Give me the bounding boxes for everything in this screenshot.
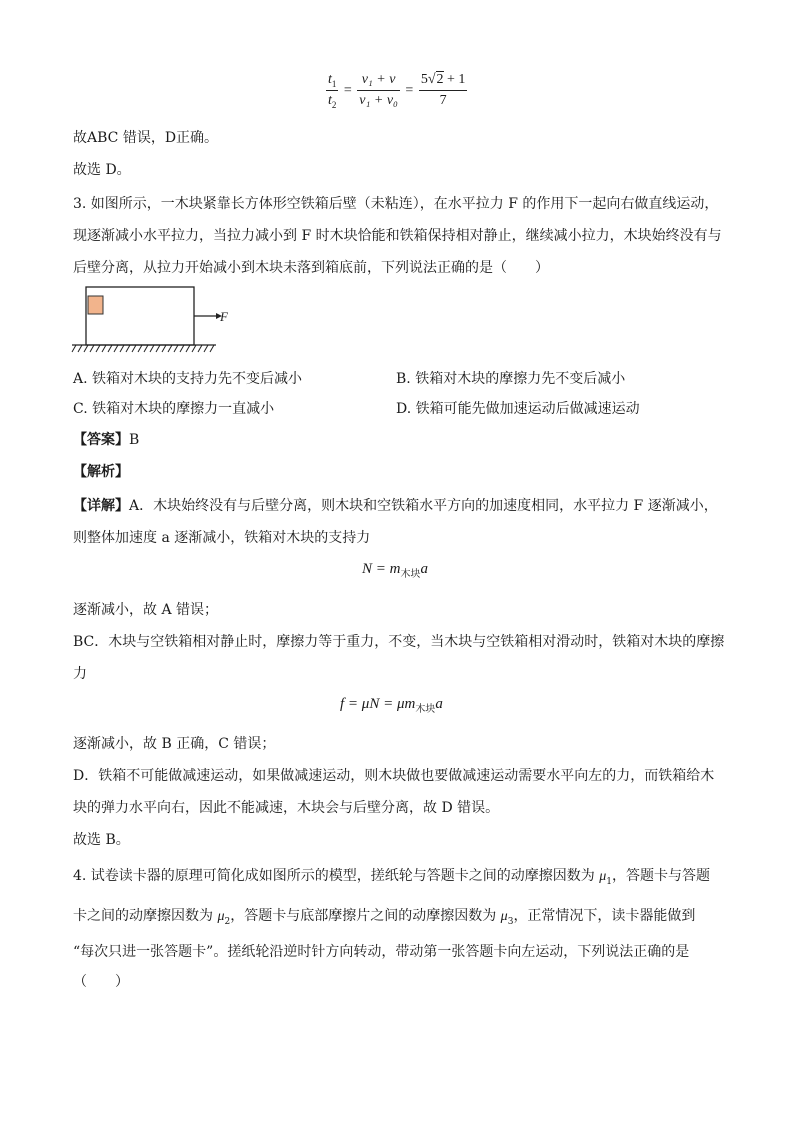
fraction-velocities: $\frac{\text{v₁ + v}}{\text{v₁ + v₀}}$ (359, 72, 398, 108)
detail-line-7: D．铁箱不可能做减速运动，如果做减速运动，则木块做也要做减速运动需要水平向左的力，而铁箱给木 (73, 768, 715, 784)
q4-line1: 4. 试卷读卡器的原理可简化成如图所示的模型，搓纸轮与答题卡之间的动摩擦因数为 $\mu_1$，答题卡与答题 (73, 868, 711, 887)
force-label: F (220, 309, 228, 324)
fraction-t1-t2: $\frac{t_1}{t_2}$ (328, 72, 337, 110)
q3-line3: 后壁分离，从拉力开始减小到木块未落到箱底前，下列说法正确的是（ ） (73, 260, 549, 276)
detail-text-1: A．木块始终没有与后壁分离，则木块和空铁箱水平方向的加速度相同，水平拉力 F 逐渐减小， (129, 498, 718, 514)
wood-block (88, 296, 103, 314)
answer-line (73, 430, 139, 450)
equation-friction: $f = \mu N = \mu m_{木块}a$ (340, 696, 443, 715)
q4-line3: “每次只进一张答题卡”。搓纸轮沿逆时针方向转动，带动第一张答题卡向左运动，下列说法正确的是 (73, 944, 690, 960)
detail-line-5: 力 (73, 666, 87, 682)
fraction-result: $\frac{5√2 + 1}{7}$ (420, 72, 466, 108)
equals-sign: = (343, 82, 352, 98)
option-d: D. 铁箱可能先做加速运动后做减速运动 (396, 401, 640, 417)
equals-sign-2: = (405, 82, 414, 98)
ground-hatching (72, 345, 214, 352)
answer-label: 【答案】 (73, 432, 129, 448)
option-a: A. 铁箱对木块的支持力先不变后减小 (73, 371, 303, 387)
analysis-line (73, 462, 129, 482)
formula-top (326, 70, 467, 111)
q4-line2: 卡之间的动摩擦因数为 $\mu_2$，答题卡与底部摩擦片之间的动摩擦因数为 $\mu_3$，正常情况下，读卡器能做到 (73, 908, 696, 927)
q4-line4: （ ） (73, 974, 129, 990)
detail-line-2: 则整体加速度 a 逐渐减小，铁箱对木块的支持力 (73, 530, 371, 546)
choice-line: 故选 D。 (73, 162, 131, 178)
detail-line-1 (73, 496, 718, 516)
analysis-label: 【解析】 (73, 464, 129, 480)
conclusion-line: 故ABC 错误，D正确。 (73, 130, 219, 146)
iron-box-figure (70, 284, 240, 356)
option-b: B. 铁箱对木块的摩擦力先不变后减小 (396, 371, 626, 387)
q3-line2: 现逐渐减小水平拉力，当拉力减小到 F 时木块恰能和铁箱保持相对静止，继续减小拉力，木块始终没有与 (73, 228, 722, 244)
answer-value: B (129, 432, 140, 448)
detail-line-3: 逐渐减小，故 A 错误； (73, 602, 219, 618)
detail-line-9: 故选 B。 (73, 832, 130, 848)
detail-line-8: 块的弹力水平向右，因此不能减速，木块会与后壁分离，故 D 错误。 (73, 800, 500, 816)
detail-line-4: BC．木块与空铁箱相对静止时，摩擦力等于重力，不变，当木块与空铁箱相对滑动时，铁箱对木块的摩擦 (73, 634, 725, 650)
detail-line-6: 逐渐减小，故 B 正确，C 错误； (73, 736, 276, 752)
q3-line1: 3. 如图所示，一木块紧靠长方体形空铁箱后壁（未粘连），在水平拉力 F 的作用下一起向右做直线运动， (73, 196, 719, 212)
equation-normal-force: $N = m_{木块}a$ (362, 561, 428, 580)
detail-label: 【详解】 (73, 498, 129, 514)
option-c: C. 铁箱对木块的摩擦力一直减小 (73, 401, 275, 417)
